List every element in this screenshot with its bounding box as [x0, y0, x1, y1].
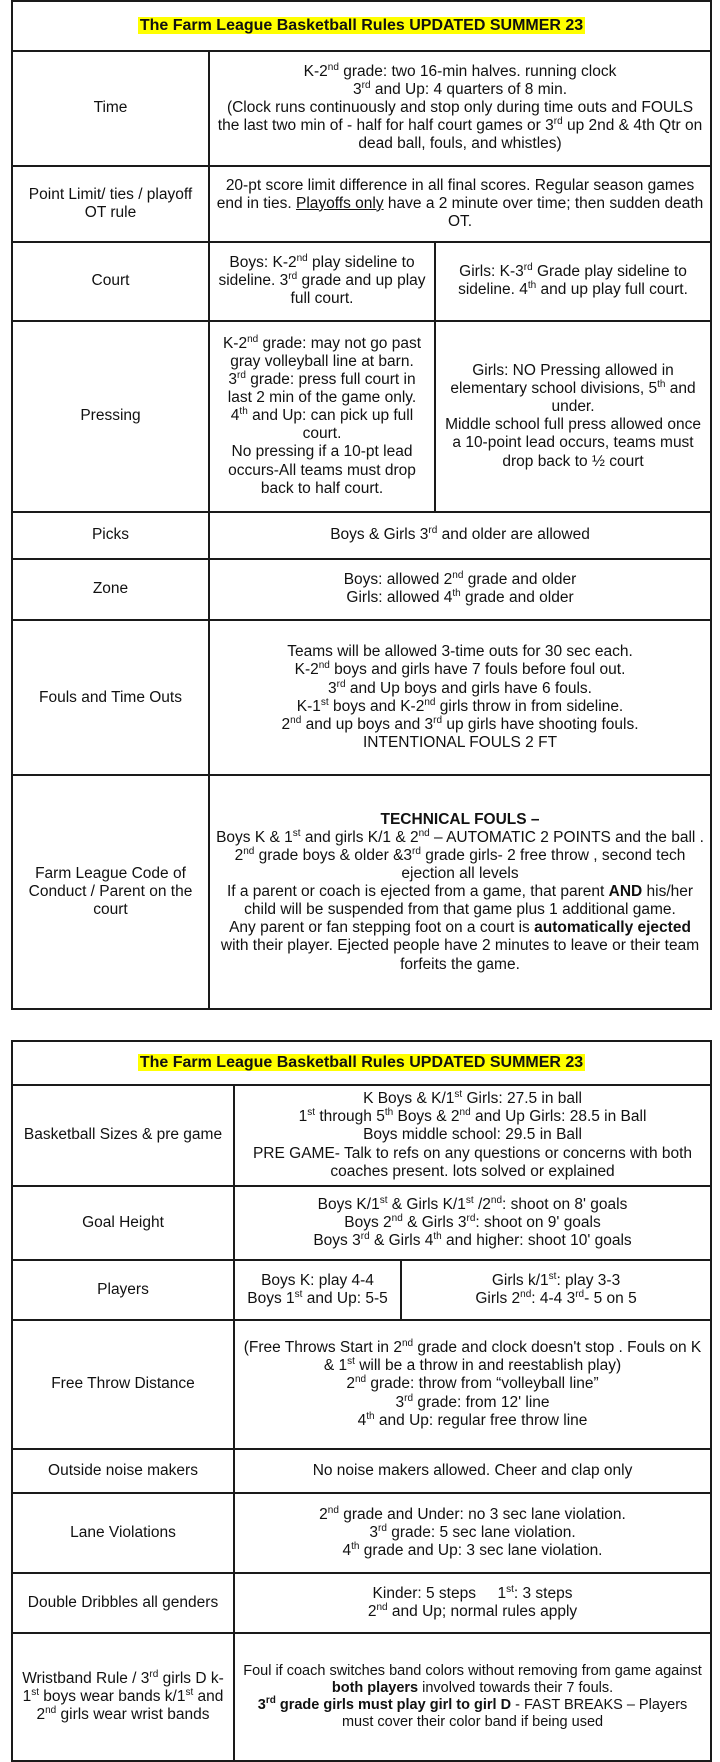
table-row: [12, 51, 711, 166]
table-row: [12, 620, 711, 775]
rules-table-2: [11, 1040, 712, 1762]
table-title-text: The Farm League Basketball Rules UPDATED SUMMER 23: [139, 16, 584, 34]
table-title-row: [12, 1, 711, 51]
row-value-lane: 2nd grade and Under: no 3 sec lane violation. 3rd grade: 5 sec lane violation. 4th grade and Up: 3 sec lane violation.: [234, 1493, 711, 1573]
row-value-sizes: K Boys & K/1st Girls: 27.5 in ball 1st through 5th Boys & 2nd and Up Girls: 28.5 in Ball Boys middle school: 29.5 in Ball PRE GAME- Talk to refs on any questions or concerns with both coaches present. lots solved or explained: [234, 1085, 711, 1186]
row-value-players-girls: Girls k/1st: play 3-3 Girls 2nd: 4-4 3rd- 5 on 5: [401, 1260, 711, 1320]
table-row: [12, 512, 711, 559]
row-label-time: Time: [12, 51, 209, 166]
rules-table-1: [11, 0, 712, 1010]
table-title-row: [12, 1041, 711, 1085]
row-label-players: Players: [12, 1260, 234, 1320]
table-row: [12, 166, 711, 242]
row-value-court-boys: Boys: K-2nd play sideline to sideline. 3rd grade and up play full court.: [209, 242, 435, 321]
row-label-conduct: Farm League Code of Conduct / Parent on the court: [12, 775, 209, 1009]
row-label-wristband: Wristband Rule / 3rd girls D k- 1st boys wear bands k/1st and 2nd girls wear wrist bands: [12, 1633, 234, 1761]
table-row: [12, 242, 711, 321]
row-value-noise: No noise makers allowed. Cheer and clap only: [234, 1449, 711, 1493]
row-value-picks: Boys & Girls 3rd and older are allowed: [209, 512, 711, 559]
table-title-text: The Farm League Basketball Rules UPDATED SUMMER 23: [139, 1053, 584, 1071]
row-label-point-limit: Point Limit/ ties / playoff OT rule: [12, 166, 209, 242]
table-row: [12, 321, 711, 512]
row-value-goal: Boys K/1st & Girls K/1st /2nd: shoot on 8' goals Boys 2nd & Girls 3rd: shoot on 9' goals Boys 3rd & Girls 4th and higher: shoot 10' goals: [234, 1186, 711, 1260]
row-value-conduct: TECHNICAL FOULS – Boys K & 1st and girls K/1 & 2nd – AUTOMATIC 2 POINTS and the ball . 2nd grade boys & older &3rd grade girls- 2 free throw , second tech ejection all levels If a parent or coach is ejected from a game, that parent AND his/her child will be suspended from that game plus 1 additional game. Any parent or fan stepping foot on a court is automatically ejected with their player. Ejected people have 2 minutes to leave or their team forfeits the game.: [209, 775, 711, 1009]
row-label-picks: Picks: [12, 512, 209, 559]
row-label-court: Court: [12, 242, 209, 321]
table-row: [12, 1260, 711, 1320]
row-label-goal: Goal Height: [12, 1186, 234, 1260]
row-value-free-throw: (Free Throws Start in 2nd grade and clock doesn't stop . Fouls on K & 1st will be a throw in and reestablish play) 2nd grade: throw from “volleyball line” 3rd grade: from 12' line 4th and Up: regular free throw line: [234, 1320, 711, 1449]
table-row: [12, 1493, 711, 1573]
table-row: [12, 775, 711, 1009]
table-title: [12, 1, 711, 51]
table-row: [12, 1186, 711, 1260]
row-value-pressing-boys: K-2nd grade: may not go past gray volleyball line at barn. 3rd grade: press full court in last 2 min of the game only. 4th and Up: can pick up full court. No pressing if a 10-pt lead occurs-All teams must drop back to half court.: [209, 321, 435, 512]
row-label-zone: Zone: [12, 559, 209, 621]
row-value-court-girls: Girls: K-3rd Grade play sideline to sideline. 4th and up play full court.: [435, 242, 711, 321]
table-title: [12, 1041, 711, 1085]
table-row: [12, 1633, 711, 1761]
row-value-players-boys: Boys K: play 4-4 Boys 1st and Up: 5-5: [234, 1260, 401, 1320]
table-row: [12, 559, 711, 621]
row-label-free-throw: Free Throw Distance: [12, 1320, 234, 1449]
table-row: [12, 1320, 711, 1449]
row-value-time: K-2nd grade: two 16-min halves. running clock 3rd and Up: 4 quarters of 8 min. (Clock runs continuously and stop only during time outs and FOULS the last two min of - half for half court games or 3rd up 2nd & 4th Qtr on dead ball, fouls, and whistles): [209, 51, 711, 166]
row-value-zone: Boys: allowed 2nd grade and older Girls: allowed 4th grade and older: [209, 559, 711, 621]
row-label-pressing: Pressing: [12, 321, 209, 512]
row-label-dribbles: Double Dribbles all genders: [12, 1573, 234, 1633]
row-label-noise: Outside noise makers: [12, 1449, 234, 1493]
row-value-dribbles: Kinder: 5 steps 1st: 3 steps 2nd and Up; normal rules apply: [234, 1573, 711, 1633]
row-label-fouls: Fouls and Time Outs: [12, 620, 209, 775]
table-row: [12, 1573, 711, 1633]
row-label-sizes: Basketball Sizes & pre game: [12, 1085, 234, 1186]
table-row: [12, 1449, 711, 1493]
row-value-fouls: Teams will be allowed 3-time outs for 30 sec each. K-2nd boys and girls have 7 fouls before foul out. 3rd and Up boys and girls have 6 fouls. K-1st boys and K-2nd girls throw in from sideline. 2nd and up boys and 3rd up girls have shooting fouls. INTENTIONAL FOULS 2 FT: [209, 620, 711, 775]
row-label-lane: Lane Violations: [12, 1493, 234, 1573]
row-value-point-limit: 20-pt score limit difference in all final scores. Regular season games end in ties. Playoffs only have a 2 minute over time; then sudden death OT.: [209, 166, 711, 242]
row-value-wristband: Foul if coach switches band colors without removing from game against both players involved towards their 7 fouls. 3rd grade girls must play girl to girl D - FAST BREAKS – Players must cover their color band if being used: [234, 1633, 711, 1761]
row-value-pressing-girls: Girls: NO Pressing allowed in elementary school divisions, 5th and under. Middle school full press allowed once a 10-point lead occurs, teams must drop back to ½ court: [435, 321, 711, 512]
table-row: [12, 1085, 711, 1186]
